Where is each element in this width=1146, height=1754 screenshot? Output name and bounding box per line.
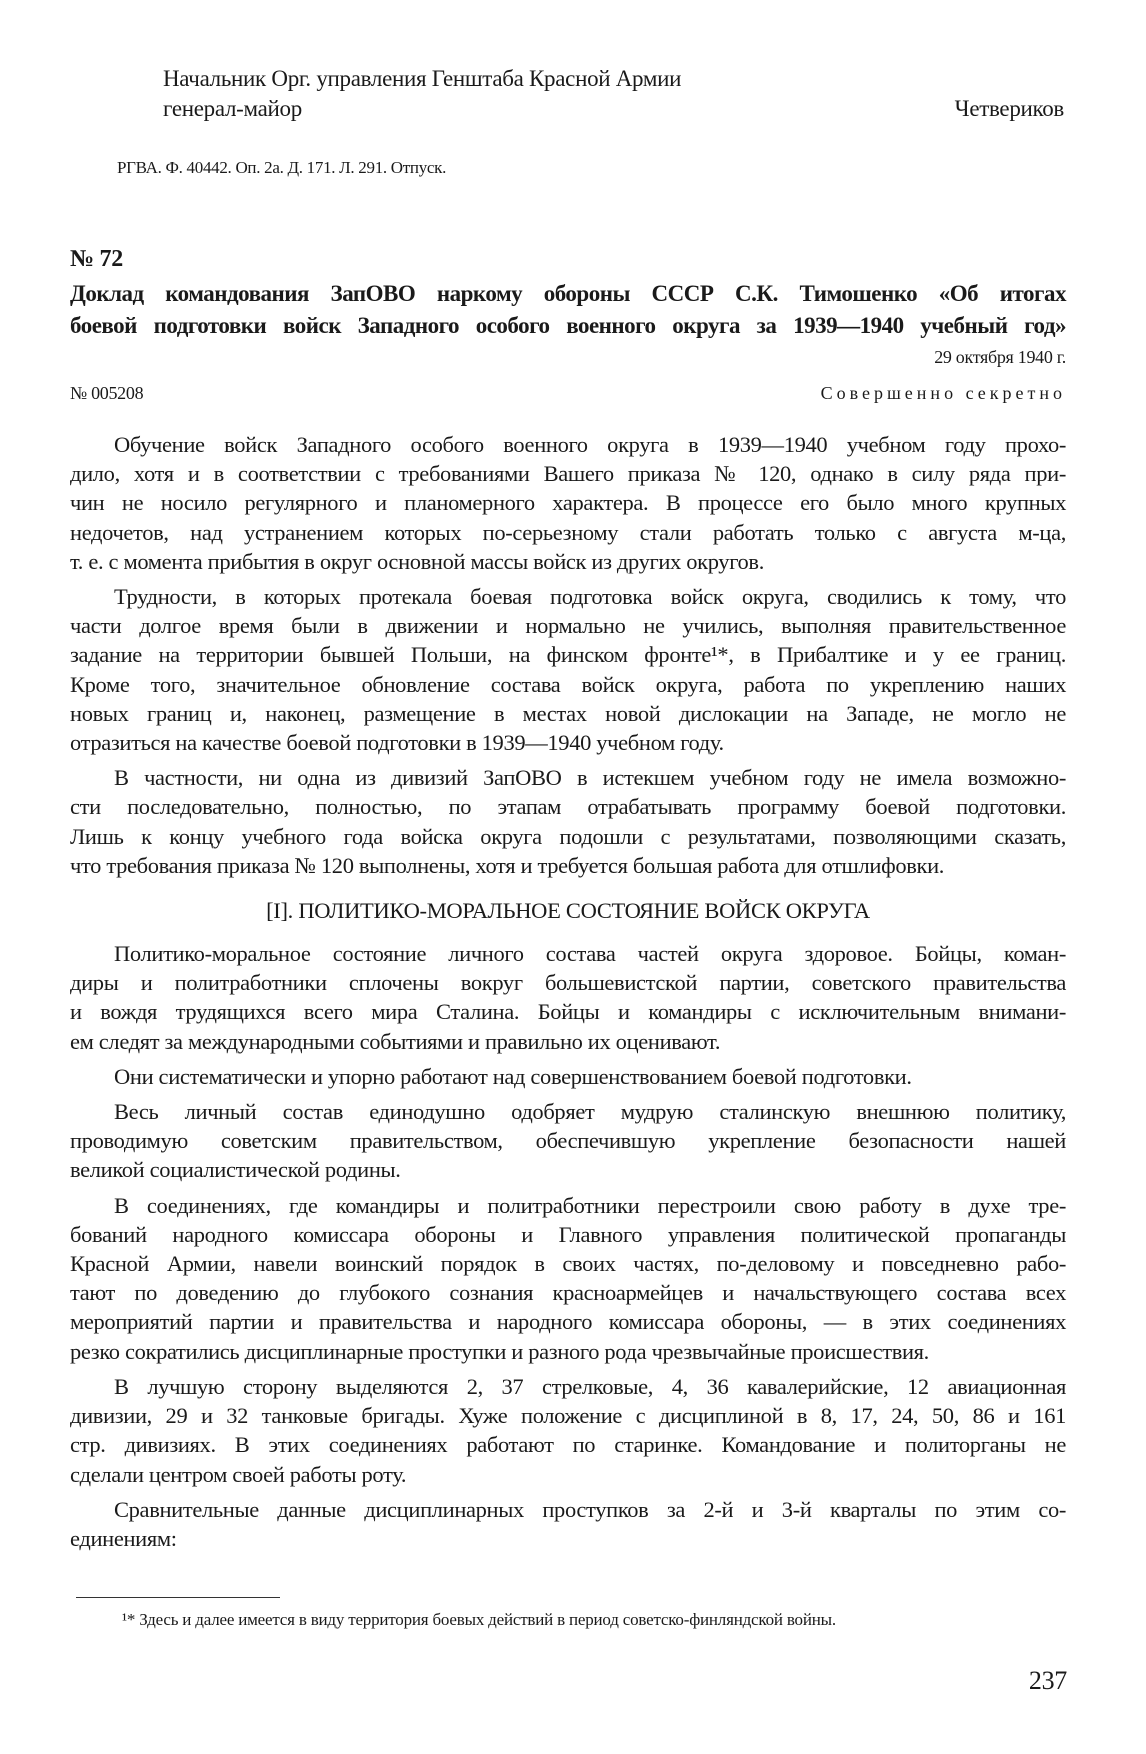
text-line: Обучение войск Западного особого военного округа в 1939—1940 учебном году прохо- <box>114 432 1066 457</box>
text-line: дивизии, 29 и 32 танковые бригады. Хуже положение с дисциплиной в 8, 17, 24, 50, 86 и 161 <box>70 1403 1066 1429</box>
document-date: 29 октября 1940 г. <box>934 347 1066 367</box>
paragraph <box>70 1495 1066 1553</box>
text-line: бований народного комиссара обороны и Главного управления политической пропаганды <box>70 1221 1066 1247</box>
text-line: В лучшую сторону выделяются 2, 37 стрелковые, 4, 36 кавалерийские, 12 авиационная <box>114 1373 1066 1399</box>
text-line: сделали центром своей работы роту. <box>70 1461 407 1487</box>
footnote-rule <box>76 1597 280 1598</box>
text-line: Лишь к концу учебного года войска округа подошли с результатами, позволяющими сказать, <box>70 823 1066 849</box>
text-line: стр. дивизиях. В этих соединениях работают по старинке. Командование и политорганы не <box>70 1432 1066 1458</box>
document-title-line2: боевой подготовки войск Западного особого военного округа за 1939—1940 учебный год» <box>70 313 1066 338</box>
signature-name: Четвериков <box>954 96 1064 121</box>
text-line: великой социалистической родины. <box>70 1157 401 1183</box>
text-line: дило, хотя и в соответствии с требованиями Вашего приказа № 120, однако в силу ряда при- <box>70 461 1066 487</box>
paragraph <box>70 1097 1066 1185</box>
text-line: отразиться на качестве боевой подготовки в 1939—1940 учебном году. <box>70 730 724 756</box>
paragraph <box>70 582 1066 757</box>
text-line: резко сократились дисциплинарные проступки и разного рода чрезвычайные происшествия. <box>70 1338 929 1364</box>
text-line: т. е. с момента прибытия в округ основной массы войск из других округов. <box>70 548 764 574</box>
document-number: № 72 <box>70 246 123 272</box>
text-line: единениям: <box>70 1525 177 1551</box>
text-line: и вождя трудящихся всего мира Сталина. Бойцы и командиры с исключительным внимани- <box>70 999 1066 1025</box>
section-heading: [I]. ПОЛИТИКО-МОРАЛЬНОЕ СОСТОЯНИЕ ВОЙСК ОКРУГА <box>266 898 870 924</box>
text-line: задание на территории бывшей Польши, на финском фронте¹*, в Прибалтике и у ее границ. <box>70 642 1066 668</box>
footnote: ¹* Здесь и далее имеется в виду территория боевых действий в период советско-финляндской войны. <box>122 1610 836 1629</box>
paragraph <box>70 1372 1066 1489</box>
text-line: сти последовательно, полностью, по этапам отрабатывать программу боевой подготовки. <box>70 794 1066 820</box>
paragraph <box>70 763 1066 880</box>
paragraph <box>70 939 1066 1056</box>
text-line: Весь личный состав единодушно одобряет мудрую сталинскую внешнюю политику, <box>114 1099 1066 1125</box>
document-body <box>70 430 1066 1559</box>
text-line: В соединениях, где командиры и политработники перестроили свою работу в духе тре- <box>114 1192 1066 1218</box>
text-line: что требования приказа № 120 выполнены, хотя и требуется большая работа для отшлифовки. <box>70 852 945 878</box>
text-line: части долгое время были в движении и нормально не учились, выполняя правительственное <box>70 613 1066 639</box>
text-line: Политико-моральное состояние личного состава частей округа здоровое. Бойцы, коман- <box>114 941 1066 967</box>
paragraph <box>70 1062 1066 1091</box>
paragraph <box>70 1191 1066 1366</box>
signature-position-line2: генерал-майор <box>163 96 302 121</box>
text-line: Кроме того, значительное обновление состава войск округа, работа по укреплению наших <box>70 671 1066 697</box>
paragraph <box>70 430 1066 576</box>
classification-label: Совершенно секретно <box>820 383 1066 403</box>
text-line: Красной Армии, навели воинский порядок в своих частях, по-деловому и повседневно рабо- <box>70 1251 1066 1277</box>
text-line: В частности, ни одна из дивизий ЗапОВО в истекшем учебном году не имела возможно- <box>114 765 1066 791</box>
document-title-line1: Доклад командования ЗапОВО наркому обороны СССР С.К. Тимошенко «Об итогах <box>70 281 1066 306</box>
text-line: диры и политработники сплочены вокруг большевистской партии, советского правительства <box>70 970 1066 996</box>
text-line: Трудности, в которых протекала боевая подготовка войск округа, сводились к тому, что <box>114 584 1066 610</box>
signature-position-line1: Начальник Орг. управления Генштаба Красной Армии <box>163 66 682 91</box>
text-line: ем следят за международными событиями и правильно их оценивают. <box>70 1028 721 1054</box>
text-line: недочетов, над устранением которых по-серьезному стали работать только с августа м-ца, <box>70 519 1066 545</box>
text-line: Они систематически и упорно работают над совершенствованием боевой подготовки. <box>114 1063 912 1089</box>
archive-reference: РГВА. Ф. 40442. Оп. 2а. Д. 171. Л. 291. Отпуск. <box>117 158 447 177</box>
text-line: мероприятий партии и правительства и народного комиссара обороны, — в этих соединениях <box>70 1309 1066 1335</box>
text-line: новых границ и, наконец, размещение в местах новой дислокации на Западе, не могло не <box>70 700 1066 726</box>
page-number: 237 <box>1028 1666 1067 1695</box>
text-line: чин не носило регулярного и планомерного характера. В процессе его было много крупных <box>70 490 1066 516</box>
registration-number: № 005208 <box>70 383 144 403</box>
text-line: Сравнительные данные дисциплинарных проступков за 2-й и 3-й кварталы по этим со- <box>114 1496 1066 1522</box>
text-line: проводимую советским правительством, обеспечившую укрепление безопасности нашей <box>70 1128 1066 1154</box>
text-line: тают по доведению до глубокого сознания красноармейцев и начальствующего состава всех <box>70 1280 1066 1306</box>
